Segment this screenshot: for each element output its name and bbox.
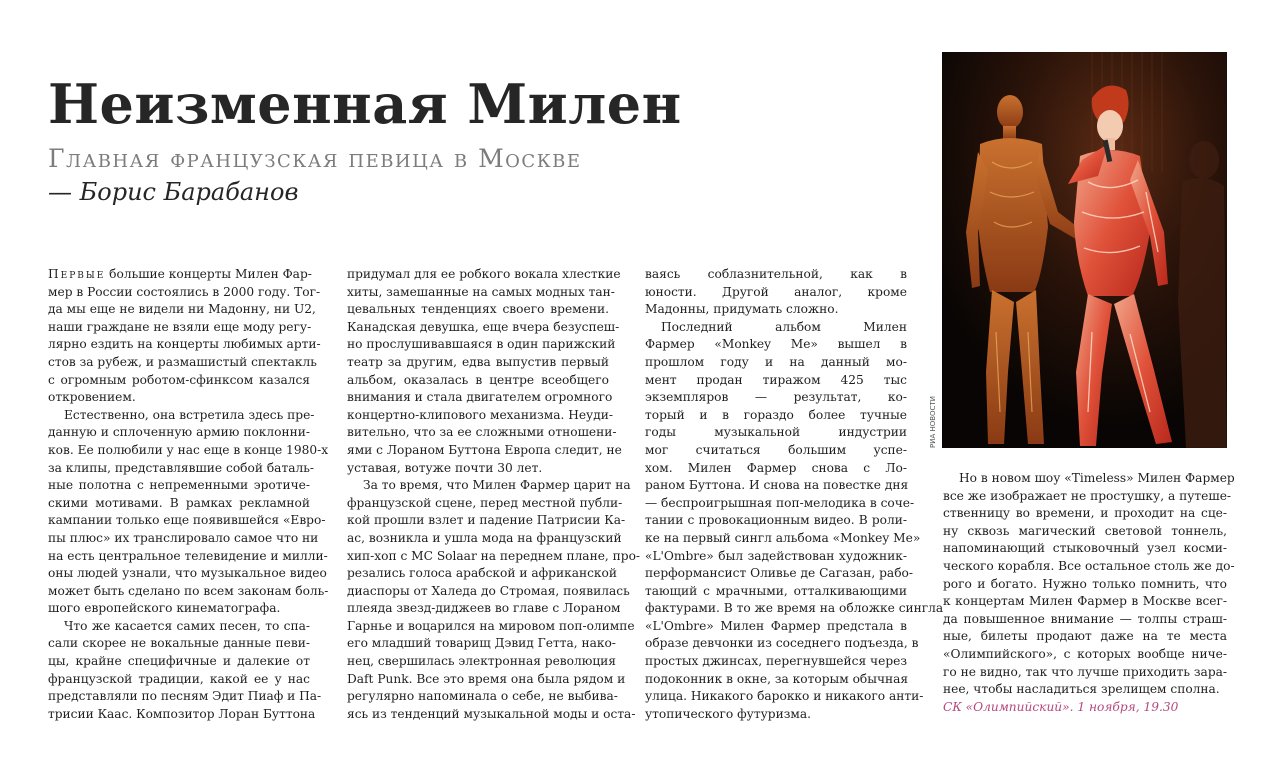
text-line: Что же касается самих песен, то спа- (64, 618, 310, 633)
text-line: уставая, вотуже почти 30 лет. (347, 460, 543, 475)
text-line: Daft Punk. Все это время она была рядом и (347, 671, 626, 686)
text-line: концертно-клипового механизма. Неуди- (347, 407, 613, 422)
text-line: кампании только еще появившейся «Евро- (48, 513, 326, 528)
photo-credit: РИА НОВОСТИ (929, 396, 937, 448)
text-line: данную и сплоченную армию поклонни- (48, 425, 310, 440)
text-line: шого европейского кинематографа. (48, 601, 281, 616)
text-line: Первые большие концерты Милен Фар- (48, 267, 312, 281)
text-line: хом. Милен Фармер снова с Ло- (645, 460, 907, 475)
text-line: Мадонны, придумать сложно. (645, 302, 839, 317)
concert-photo (942, 52, 1227, 448)
text-line: но прослушивавшаяся в один парижский (347, 337, 616, 352)
text-line: хип-хоп с MC Solaar на переднем плане, про- (347, 548, 641, 563)
text-line: экземпляров — результат, ко- (645, 390, 907, 405)
text-line: цы, крайне специфичные и далекие от (48, 654, 310, 669)
text-line: стов за рубеж, и размашистый спектакль (48, 354, 317, 369)
text-line: нец, свершилась электронная революция (347, 654, 616, 669)
text-line: вительно, что за ее сложными отношени- (347, 425, 617, 440)
text-line: образе девчонки из соседнего подъезда, в (645, 636, 919, 651)
concert-photo-image (942, 52, 1227, 448)
text-line: цевальных тенденциях своего времени. (347, 302, 609, 317)
lead-word: Первые (48, 267, 106, 281)
text-line: мог считаться большим успе- (645, 442, 907, 457)
text-line: с огромным роботом-сфинксом казался (48, 372, 310, 387)
text-line: Последний альбом Милен (661, 319, 907, 334)
text-line: годы музыкальной индустрии (645, 425, 907, 440)
text-line: трисии Каас. Композитор Лоран Буттона (48, 706, 316, 721)
text-line: прошлом году и на данный мо- (645, 354, 907, 369)
text-line: — беспроигрышная поп-мелодика в соче- (645, 495, 915, 510)
text-line: улица. Никакого барокко и никакого анти- (645, 689, 924, 704)
text-column-1 (48, 266, 329, 723)
text-line: все же изображает не простушку, а путеше- (943, 488, 1232, 503)
text-line: за клипы, представлявшие собой баталь- (48, 460, 314, 475)
text-line: плеяда звезд-диджеев во главе с Лораном (347, 601, 621, 616)
text-line: пы плюс» их транслировало самое что ни (48, 530, 319, 545)
text-line: да повышенное внимание — толпы страш- (943, 611, 1227, 626)
text-line: ков. Ее полюбили у нас еще в конце 1980-х (48, 442, 329, 457)
text-line: ственницу во времени, и проходит на сце- (943, 506, 1227, 521)
text-line: придумал для ее робкого вокала хлесткие (347, 267, 621, 281)
text-line: может быть сделано по всем законам боль- (48, 583, 329, 598)
text-line: го не видно, так что лучше приходить зара- (943, 664, 1227, 679)
text-line: скими мотивами. В рамках рекламной (48, 495, 310, 510)
text-line: оны людей узнали, что музыкальное видео (48, 566, 327, 581)
text-line: подоконник в окне, за которым обычная (645, 671, 909, 686)
text-line: наши граждане не взяли еще моду регу- (48, 319, 312, 334)
article-title: Неизменная Милен (48, 72, 682, 136)
text-line: простых джинсах, перегнувшейся через (645, 654, 907, 669)
text-column-4-body (943, 470, 1235, 699)
text-line: нее, чтобы насладиться зрелищем сполна. (943, 682, 1220, 697)
text-line: раном Буттона. И снова на повестке дня (645, 478, 909, 493)
text-line: ваясь соблазнительной, как в (645, 267, 907, 281)
text-line: перформансист Оливье де Сагазан, рабо- (645, 566, 913, 581)
text-line: к концертам Милен Фармер в Москве всег- (943, 594, 1227, 609)
event-info: СК «Олимпийский». 1 ноября, 19.30 (943, 699, 1179, 714)
text-line: представляли по песням Эдит Пиаф и Па- (48, 689, 322, 704)
text-line: Естественно, она встретила здесь пре- (64, 407, 315, 422)
text-line: хиты, замешанные на самых модных тан- (347, 284, 615, 299)
text-line: сали скорее не вокальные данные певи- (48, 636, 310, 651)
text-line: Канадская девушка, еще вчера безуспеш- (347, 319, 620, 334)
article-subtitle: Главная французская певица в Москве (48, 144, 582, 173)
text-line: За то время, что Милен Фармер царит на (363, 478, 631, 493)
text-line: «L'Ombre» Милен Фармер предстала в (645, 618, 907, 633)
text-line: ями с Лораном Буттона Европа следит, не (347, 442, 622, 457)
text-line: французской традиции, какой ее у нас (48, 671, 310, 686)
text-column-2 (347, 266, 641, 723)
text-line: «Олимпийского», с которых вообще ниче- (943, 646, 1227, 661)
text-line: ные полотна с непременными эротиче- (48, 478, 310, 493)
text-line: регулярно напоминала о себе, не выбива- (347, 689, 618, 704)
text-line: его младший товарищ Дэвид Гетта, нако- (347, 636, 616, 651)
text-line: тании с провокационным видео. В роли- (645, 513, 907, 528)
text-line: утопического футуризма. (645, 706, 811, 721)
text-line: откровением. (48, 390, 136, 405)
text-line: альбом, оказалась в центре всеобщего (347, 372, 609, 387)
text-line: ну сквозь магический световой тоннель, (943, 523, 1227, 538)
article-byline: — Борис Барабанов (48, 178, 299, 206)
text-line: театр за другим, едва выпустив первый (347, 354, 609, 369)
text-line: ческого корабля. Все остальное столь же до- (943, 558, 1235, 573)
text-line: мер в России состоялись в 2000 году. Тог- (48, 284, 321, 299)
text-line: напоминающий стыковочный узел косми- (943, 541, 1227, 556)
text-line: резались голоса арабской и африканской (347, 566, 617, 581)
text-line: Фармер «Monkey Me» вышел в (645, 337, 907, 352)
text-line: французской сцене, перед местной публи- (347, 495, 623, 510)
text-line: торый и в гораздо более тучные (645, 407, 907, 422)
text-line: диаспоры от Халеда до Стромая, появилась (347, 583, 630, 598)
text-line: да мы еще не видели ни Мадонну, ни U2, (48, 302, 316, 317)
text-line: Гарнье и воцарился на мировом поп-олимпе (347, 618, 635, 633)
text-line: ные, билеты продают даже на те места (943, 629, 1227, 644)
text-line: внимания и стала двигателем огромного (347, 390, 613, 405)
text-line: «L'Ombre» был задействован художник- (645, 548, 907, 563)
text-line: ясь из тенденций музыкальной моды и оста- (347, 706, 636, 721)
text-line: фактурами. В то же время на обложке сингла (645, 601, 944, 616)
text-line: на есть центральное телевидение и милли- (48, 548, 328, 563)
text-line: тающий с мрачными, отталкивающими (645, 583, 907, 598)
text-line: Но в новом шоу «Timeless» Милен Фармер (959, 471, 1235, 485)
text-line: рого и богато. Нужно только помнить, что (943, 576, 1227, 591)
text-line: ас, возникла и ушла мода на французский (347, 530, 622, 545)
text-line: ке на первый сингл альбома «Monkey Me» (645, 530, 921, 545)
text-column-4 (943, 470, 1235, 716)
text-line: юности. Другой аналог, кроме (645, 284, 907, 299)
text-line: лярно ездить на концерты любимых арти- (48, 337, 321, 352)
text-line: мент продан тиражом 425 тыс (645, 372, 907, 387)
text-line: кой прошли взлет и падение Патрисии Ка- (347, 513, 626, 528)
